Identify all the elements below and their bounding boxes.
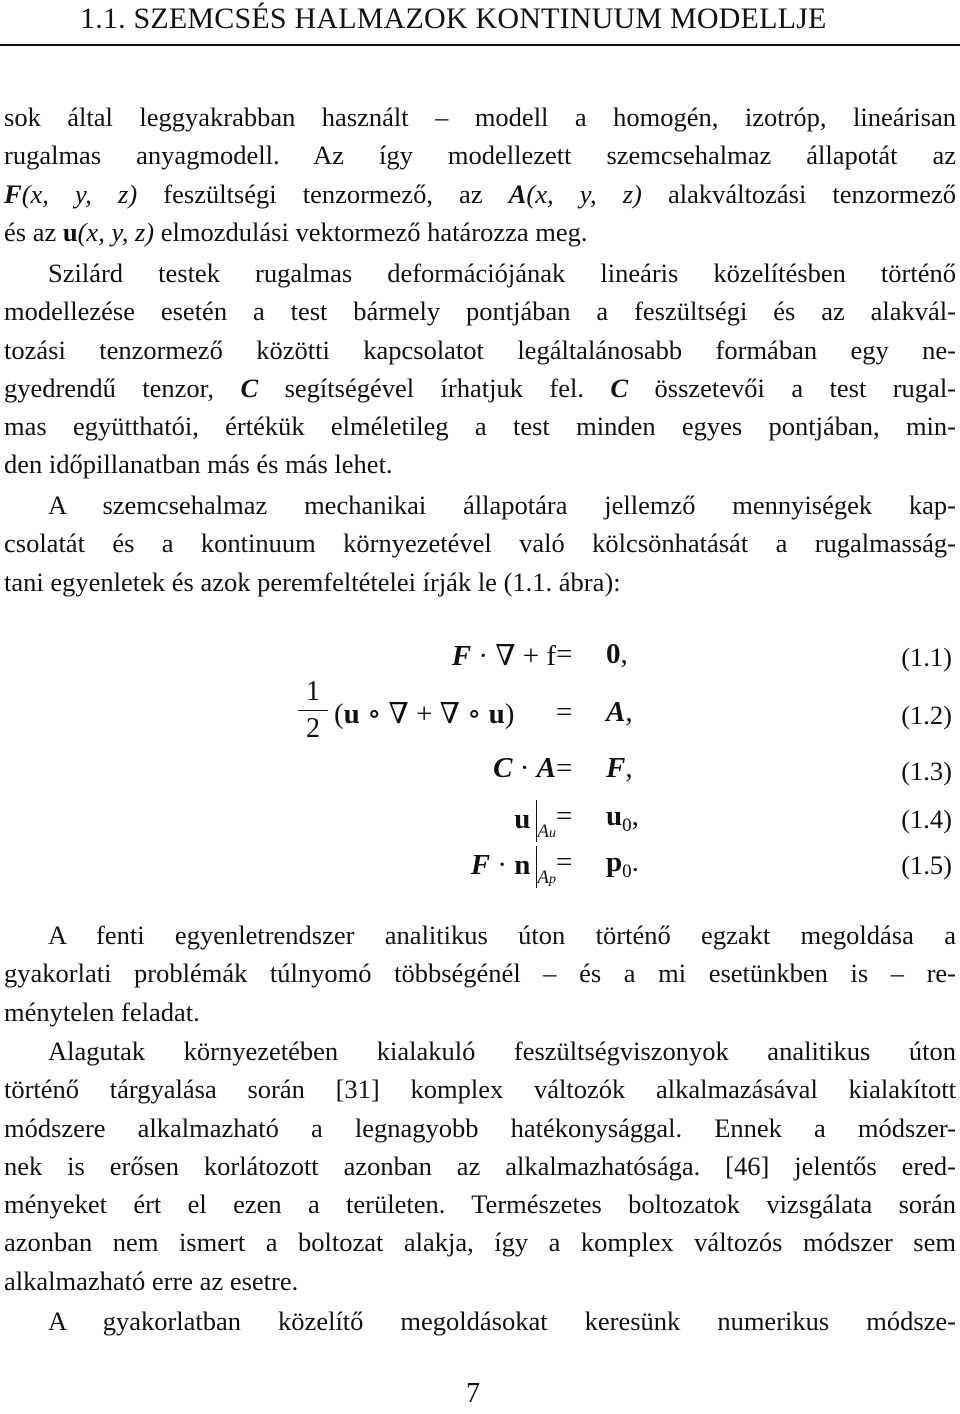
eq4-number: (1.4) (901, 804, 952, 834)
para5-line1: Alagutak környezetében kialakuló feszültségviszonyok analitikus úton (48, 1036, 956, 1066)
symbol-A: A (508, 178, 527, 209)
text: összetevői a test rugal- (628, 372, 957, 403)
eq4-rhs: $u_0$, (606, 800, 639, 836)
frac-numerator: 1 (306, 676, 320, 707)
para4-line1: A fenti egyenletrendszer analitikus úton történő egzakt megoldása a (48, 920, 956, 950)
para2-line2: modellezése esetén a test bármely pontjában a feszültségi és az alakvál- (4, 296, 956, 327)
paragraph-4 (4, 916, 956, 1031)
text: és az (4, 216, 63, 247)
eq1-lhs: F · ∇ + f (451, 640, 556, 672)
eq3-number: (1.3) (901, 756, 952, 786)
eq2-lhs: (u ∘ ∇ + ∇ ∘ u) (334, 698, 515, 730)
para5-line2: történő tárgyalása során [31] komplex változók alkalmazásával kialakított (4, 1074, 956, 1105)
eq5-lhs: F · n $_{Ap}$ (471, 846, 556, 889)
eq1-number: (1.1) (901, 642, 952, 672)
frac-bar (298, 710, 328, 711)
paragraph-2 (4, 254, 956, 484)
para2-line5: mas együtthatói, értékük elméletileg a test minden egyes pontjában, min- (4, 411, 956, 442)
paragraph-5 (4, 1032, 956, 1300)
running-header: 1.1. SZEMCSÉS HALMAZOK KONTINUUM MODELLJE (80, 2, 827, 35)
eq2-number: (1.2) (901, 700, 952, 730)
header-rule (0, 44, 960, 46)
para5-line7: alkalmazható erre az esetre. (4, 1265, 299, 1296)
page-number: 7 (466, 1378, 480, 1409)
text: segítségével írhatjuk fel. (258, 372, 611, 403)
para1-line4 (4, 213, 956, 251)
symbol-C: C (610, 372, 629, 403)
para5-line5: ményeket ért el ezen a területen. Természetes boltozatok vizsgálata során (4, 1189, 956, 1220)
para2-line1: Szilárd testek rugalmas deformációjának lineáris közelítésben történő (48, 258, 956, 288)
eq2-equals: = (556, 696, 573, 728)
para4-line3: ménytelen feladat. (4, 996, 200, 1027)
eq1-equals: = (556, 638, 573, 670)
text: alakváltozási tenzormező (641, 178, 957, 209)
eq1-rhs: 0, (606, 638, 628, 670)
paragraph-1 (4, 98, 956, 251)
para5-line6: azonban nem ismert a boltozat alakja, így a komplex változós módszer sem (4, 1227, 956, 1258)
eq2-fraction (298, 676, 328, 745)
para6-line1: A gyakorlatban közelítő megoldásokat keresünk numerikus módsze- (48, 1306, 956, 1336)
eq4-lhs: u $_{Au}$ (514, 800, 556, 843)
para2-line6: den időpillanatban más és más lehet. (4, 449, 393, 480)
para1-line3 (4, 175, 956, 213)
eq4-equals: = (556, 800, 573, 832)
eq3-rhs: F, (606, 752, 633, 784)
eq5-rhs: $p_0$. (606, 846, 639, 882)
text: gyedrendű tenzor, (4, 372, 241, 403)
paragraph-3 (4, 486, 956, 601)
text: feszültségi tenzormező, az (137, 178, 509, 209)
para3-line3: tani egyenletek és azok peremfeltételei írják le (1.1. ábra): (4, 566, 621, 597)
eq2-rhs: A, (606, 696, 633, 728)
para5-line4: nek is erősen korlátozott azonban az alkalmazhatósága. [46] jelentős ered- (4, 1150, 956, 1181)
para1-line2: rugalmas anyagmodell. Az így modellezett szemcsehalmaz állapotát az (4, 140, 956, 171)
text: elmozdulási vektormező határozza meg. (154, 216, 588, 247)
para1-line1: sok által leggyakrabban használt – modell a homogén, izotróp, lineárisan (4, 102, 956, 132)
para2-line4 (4, 369, 956, 407)
coords: (x, y, z) (21, 178, 138, 209)
eq3-equals: = (556, 752, 573, 784)
eq5-equals: = (556, 846, 573, 878)
eq5-number: (1.5) (901, 850, 952, 880)
symbol-u: u (62, 216, 78, 247)
para2-line3: tozási tenzormező közötti kapcsolatot legáltalánosabb formában egy ne- (4, 334, 956, 365)
eq3-lhs: C · A (493, 752, 556, 784)
paragraph-6 (4, 1302, 956, 1340)
symbol-C: C (240, 372, 259, 403)
symbol-F: F (4, 178, 22, 209)
frac-denominator: 2 (306, 713, 320, 744)
para3-line2: csolatát és a kontinuum környezetével való kölcsönhatását a rugalmasság- (4, 528, 956, 559)
para4-line2: gyakorlati problémák túlnyomó többségénél – és a mi esetünkben is – re- (4, 958, 956, 989)
coords: (x, y, z) (77, 216, 155, 247)
coords: (x, y, z) (526, 178, 642, 209)
para5-line3: módszere alkalmazható a legnagyobb hatékonysággal. Ennek a módszer- (4, 1112, 956, 1143)
para3-line1: A szemcsehalmaz mechanikai állapotára jellemző mennyiségek kap- (48, 490, 956, 520)
